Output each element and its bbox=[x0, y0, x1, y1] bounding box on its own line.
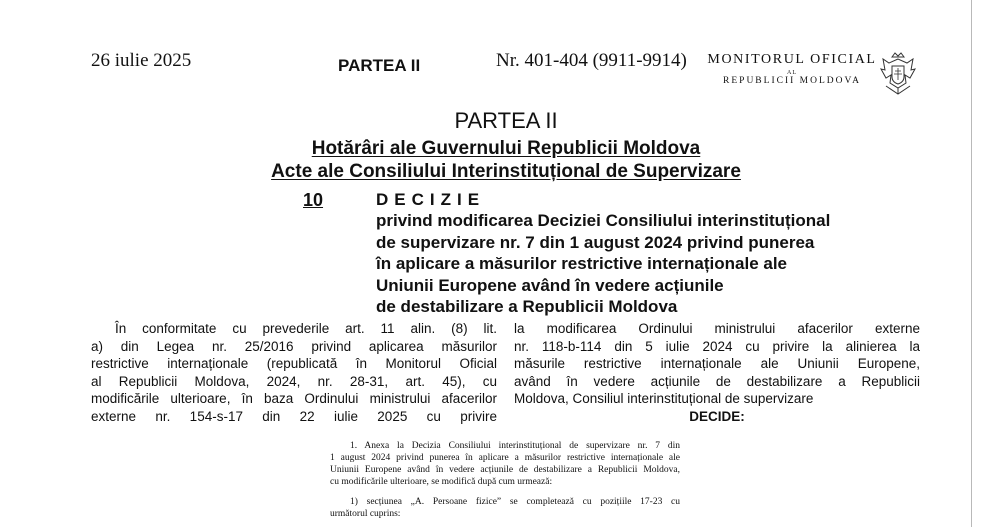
annex-line: următorul cuprins: bbox=[330, 509, 401, 519]
body-line: Moldova, Consiliul interinstituțional de supervizare bbox=[514, 391, 814, 406]
masthead bbox=[706, 52, 878, 86]
body-line: măsurile restrictive internaționale ale Uniunii Europene, bbox=[514, 356, 920, 371]
section-heading-government: Hotărâri ale Guvernului Republicii Moldova bbox=[311, 138, 701, 159]
preamble-left-column bbox=[91, 320, 497, 425]
section-part-title: PARTEA II bbox=[454, 108, 558, 133]
decision-title bbox=[376, 210, 830, 318]
issue-number: Nr. 401-404 (9911-9914) bbox=[496, 50, 687, 71]
header-part: PARTEA II bbox=[338, 56, 421, 75]
annex-line: 1 august 2024 privind punerea în aplicare a măsurilor restrictive internaționale ale bbox=[330, 453, 680, 463]
masthead-al: AL bbox=[787, 70, 797, 76]
section-heading-council: Acte ale Consiliului Interinstituțional de Supervizare bbox=[271, 161, 741, 182]
annex-line: 1) secțiunea „A. Persoane fizice” se completează cu pozițiile 17-23 cu bbox=[350, 497, 680, 507]
decision-title-line: în aplicare a măsurilor restrictive internaționale ale bbox=[376, 254, 788, 273]
decision-number: 10 bbox=[303, 190, 324, 210]
masthead-republic: REPUBLICII MOLDOVA bbox=[723, 76, 861, 86]
body-line: a) din Legea nr. 25/2016 privind aplicarea măsurilor bbox=[91, 338, 497, 354]
body-line: externe nr. 154-s-17 din 22 iulie 2025 cu privire bbox=[91, 408, 497, 424]
body-line: modificările ulterioare, în baza Ordinului ministrului afacerilor bbox=[91, 391, 497, 406]
body-line: nr. 118-b-114 din 5 iulie 2024 cu privire la alinierea la bbox=[514, 338, 920, 354]
decision-heading: DECIZIE bbox=[376, 190, 486, 209]
annex-line: Uniunii Europene având în vedere acțiunile de destabilizare a Republicii Moldova, bbox=[330, 465, 680, 475]
body-line: al Republicii Moldova, 2024, nr. 28-31, art. 45), cu bbox=[91, 373, 497, 389]
page-right-border bbox=[971, 0, 972, 527]
decision-title-line: privind modificarea Deciziei Consiliului interinstituțional bbox=[376, 211, 831, 230]
coat-of-arms-icon bbox=[878, 50, 918, 98]
body-line: În conformitate cu prevederile art. 11 alin. (8) lit. bbox=[115, 321, 497, 336]
decide-keyword: DECIDE: bbox=[689, 408, 745, 424]
masthead-title: MONITORUL OFICIAL bbox=[707, 52, 877, 67]
body-line: restrictive internaționale (republicată în Monitorul Oficial bbox=[91, 356, 497, 371]
body-line: având în vedere acțiunile de destabilizare a Republicii bbox=[514, 373, 920, 389]
annex-line: cu modificările ulterioare, se modifică după cum urmează: bbox=[330, 477, 553, 487]
preamble-right-column bbox=[514, 320, 920, 425]
annex-line: 1. Anexa la Decizia Consiliului interinstituțional de supervizare nr. 7 din bbox=[350, 441, 680, 451]
annex-text bbox=[330, 440, 680, 520]
decision-title-line: Uniunii Europene având în vedere acțiunile bbox=[376, 275, 724, 295]
decision-title-line: de destabilizare a Republicii Moldova bbox=[376, 297, 678, 316]
issue-date: 26 iulie 2025 bbox=[91, 50, 192, 71]
decision-title-line: de supervizare nr. 7 din 1 august 2024 privind punerea bbox=[376, 232, 815, 252]
body-line: la modificarea Ordinului ministrului afacerilor externe bbox=[514, 321, 920, 336]
